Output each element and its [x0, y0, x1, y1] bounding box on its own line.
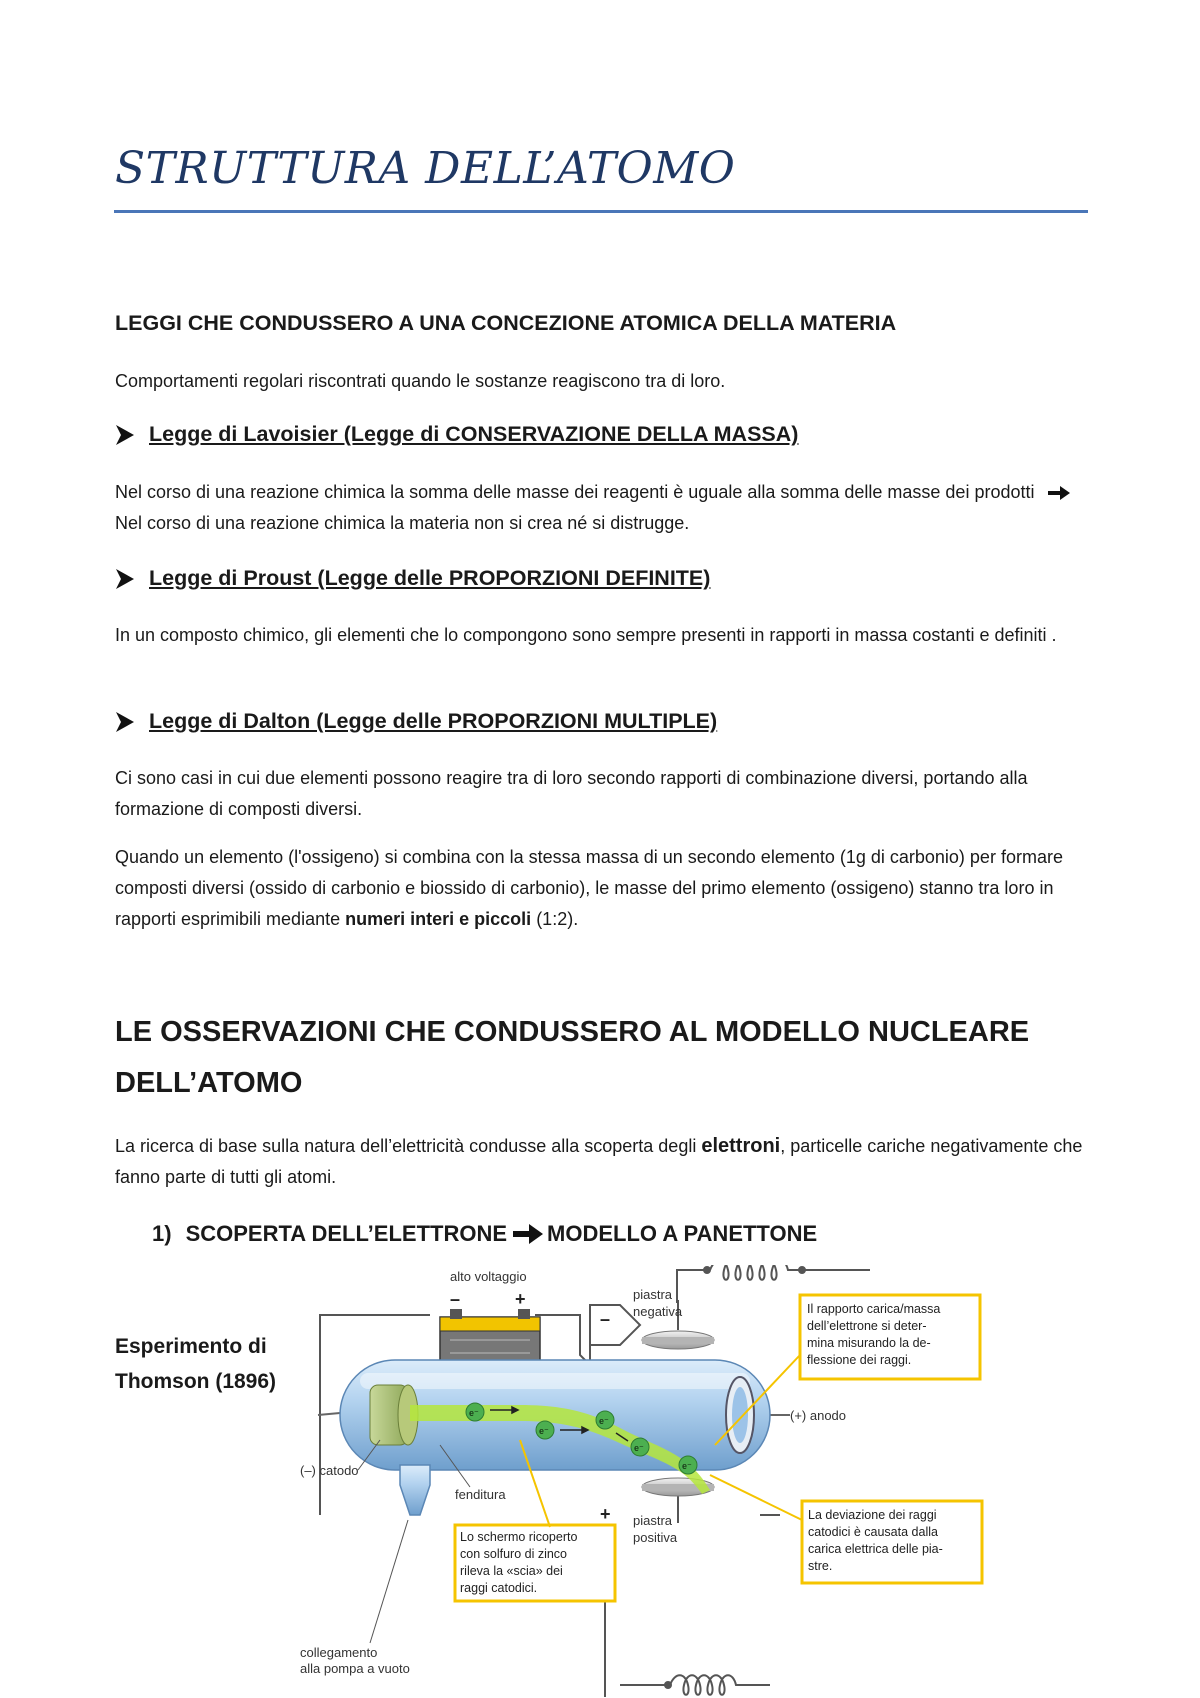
law-title: Legge di Proust (Legge delle PROPORZIONI DEFINITE)	[149, 566, 711, 590]
label-plate-plus: +	[600, 1504, 611, 1524]
resistor-coil-icon	[704, 1265, 805, 1280]
callout-box-deflection	[710, 1475, 982, 1583]
law-text-part: Quando un elemento (l'ossigeno) si combina con la stessa massa di un secondo elemento (1g di carbonio) per formare composti diversi (ossido di carbonio e biossido di carbonio), le masse del primo elemento (ossigeno) stanno tra loro in rapporti esprimibili mediante	[115, 847, 1063, 929]
label-collegamento: collegamento	[300, 1645, 378, 1660]
label-catodo: (–) catodo	[300, 1463, 359, 1478]
label-collegamento: alla pompa a vuoto	[300, 1661, 410, 1676]
arrow-bullet-icon	[115, 568, 135, 590]
callout-line: Il rapporto carica/massa	[807, 1302, 941, 1316]
callout-line: stre.	[808, 1559, 833, 1573]
law-text-part: Nel corso di una reazione chimica la materia non si crea né si distrugge.	[115, 513, 690, 533]
law-lavoisier-heading	[115, 422, 798, 447]
experiment-label: Esperimento di Thomson (1896)	[115, 1335, 277, 1393]
callout-line: flessione dei raggi.	[807, 1353, 912, 1367]
section-heading-laws: LEGGI CHE CONDUSSERO A UNA CONCEZIONE ATOMICA DELLA MATERIA	[115, 311, 897, 335]
callout-line: con solfuro di zinco	[460, 1547, 568, 1561]
callout-line: carica elettrica delle pia-	[808, 1542, 943, 1556]
section2-intro	[115, 1131, 1095, 1193]
label-battery-minus: –	[450, 1289, 461, 1309]
electron-label: e⁻	[599, 1416, 609, 1426]
callout-line: Lo schermo ricoperto	[460, 1530, 578, 1544]
label-piastra-negativa: negativa	[633, 1304, 683, 1319]
law-proust-text: In un composto chimico, gli elementi che lo compongono sono sempre presenti in rapporti in massa costanti e definiti .	[115, 625, 1057, 645]
intro-part: , particelle cariche negativamente che fanno parte di tutti gli atomi.	[115, 1136, 1083, 1187]
implies-arrow-icon	[1048, 485, 1070, 501]
callout-line: mina misurando la de-	[807, 1336, 931, 1350]
intro-part: La ricerca di base sulla natura dell’elettricità condusse alla scoperta degli	[115, 1136, 697, 1156]
law-dalton-text: Ci sono casi in cui due elementi possono reagire tra di loro secondo rapporti di combinazione diversi, portando alla formazione di composti diversi.	[115, 768, 1028, 819]
callout-line: catodici è causata dalla	[808, 1525, 938, 1539]
electron-label: e⁻	[634, 1443, 644, 1453]
law-dalton-example	[115, 842, 1095, 935]
subsection-number: 1)	[152, 1221, 172, 1246]
label-piastra-positiva: piastra	[633, 1513, 673, 1528]
law-text-part: Nel corso di una reazione chimica la somma delle masse dei reagenti è uguale alla somma delle masse dei prodotti	[115, 482, 1035, 502]
law-text-bold: numeri interi e piccoli	[345, 909, 532, 929]
electron-label: e⁻	[539, 1426, 549, 1436]
label-battery-plus: +	[515, 1289, 526, 1309]
callout-line: raggi catodici.	[460, 1581, 538, 1595]
title-underline	[114, 210, 1088, 213]
label-anodo: (+) anodo	[790, 1408, 847, 1423]
subsection-left: SCOPERTA DELL’ELETTRONE	[185, 1221, 508, 1246]
implies-arrow-icon	[513, 1223, 543, 1245]
label-alto-voltaggio: alto voltaggio	[450, 1269, 527, 1284]
thomson-experiment-diagram	[290, 1265, 1050, 1697]
section-heading-nuclear-model: LE OSSERVAZIONI CHE CONDUSSERO AL MODELLO NUCLEARE DELL’ATOMO	[115, 1016, 1030, 1099]
law-title: Legge di Lavoisier (Legge di CONSERVAZIONE DELLA MASSA)	[149, 422, 799, 446]
law-proust-heading	[115, 566, 710, 591]
intro-bold: elettroni	[701, 1135, 781, 1157]
law-dalton-heading	[115, 709, 717, 734]
law-lavoisier-text	[115, 477, 1095, 539]
arrow-bullet-icon	[115, 424, 135, 446]
page-title: STRUTTURA DELL’ATOMO	[115, 143, 736, 194]
callout-line: dell’elettrone si deter-	[807, 1319, 927, 1333]
subsection-heading	[152, 1221, 817, 1247]
label-fenditura: fenditura	[455, 1487, 506, 1502]
cathode-ray-tube	[318, 1360, 790, 1515]
law-text-part: (1:2).	[536, 909, 579, 929]
label-piastra-negativa: piastra	[633, 1287, 673, 1302]
label-piastra-positiva: positiva	[633, 1530, 678, 1545]
arrow-bullet-icon	[115, 711, 135, 733]
electron-label: e⁻	[682, 1461, 692, 1471]
law-title: Legge di Dalton (Legge delle PROPORZIONI MULTIPLE)	[149, 709, 718, 733]
section-intro: Comportamenti regolari riscontrati quando le sostanze reagiscono tra di loro.	[115, 371, 726, 391]
callout-line: rileva la «scia» dei	[460, 1564, 563, 1578]
subsection-right: MODELLO A PANETTONE	[547, 1221, 818, 1246]
resistor-coil-icon	[665, 1675, 750, 1695]
label-plate-minus: –	[600, 1309, 611, 1329]
electron-label: e⁻	[469, 1408, 479, 1418]
callout-line: La deviazione dei raggi	[808, 1508, 937, 1522]
